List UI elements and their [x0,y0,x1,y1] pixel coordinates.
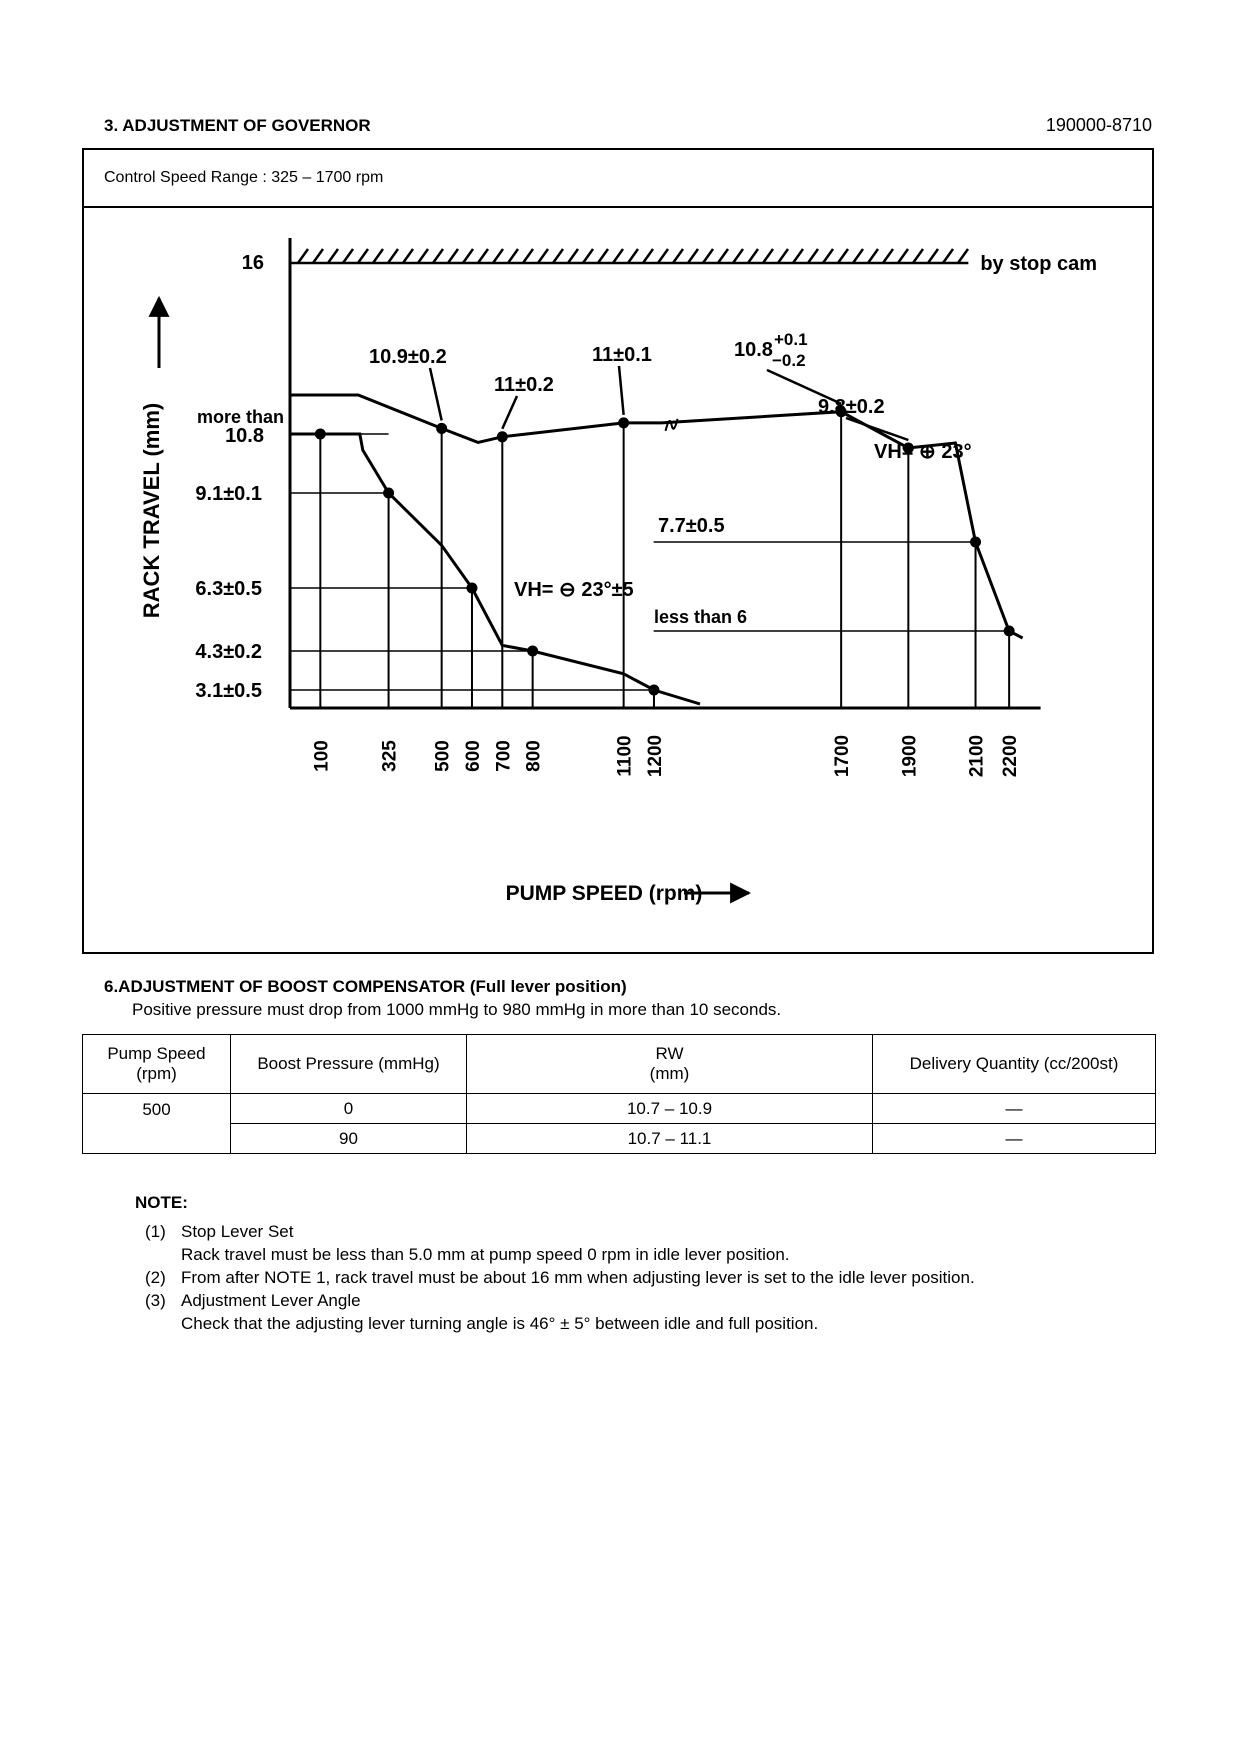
cell-boost-pressure: 90 [231,1124,467,1154]
series-label: VH= ⊕ 23° [874,441,972,463]
series-label: VH= ⊖ 23°±5 [514,579,634,601]
note-text: Rack travel must be less than 5.0 mm at pump speed 0 rpm in idle lever position. [181,1245,790,1264]
x-axis-title: PUMP SPEED (rpm) [505,882,703,905]
note-text: From after NOTE 1, rack travel must be about 16 mm when adjusting lever is set to the idle lever position. [181,1268,975,1287]
x-tick-label: 600 [462,740,484,772]
y-tick-label: 16 [241,252,264,274]
table-row [83,1094,1156,1124]
x-tick-label: 2100 [966,734,988,778]
header-rw: RW (mm) [467,1035,873,1094]
data-point [466,583,477,594]
stop-cam-hatch [943,249,953,263]
stop-cam-hatch [838,249,848,263]
cell-delivery: — [873,1124,1156,1154]
annotation-pointer [502,396,517,429]
stop-cam-hatch [568,249,578,263]
y-tick-label: 10.8 [225,425,264,447]
x-tick-label: 800 [523,740,545,772]
boost-header-row [83,1035,1156,1094]
header-delivery-quantity: Delivery Quantity (cc/200st) [873,1035,1156,1094]
y-tick-label: 6.3±0.5 [195,578,262,600]
stop-cam-hatch [733,249,743,263]
cell-delivery: — [873,1094,1156,1124]
stop-cam-hatch [358,249,368,263]
annotation: less than 6 [654,607,748,627]
note-title: NOTE: [135,1193,188,1212]
series-line-full [290,395,1023,638]
stop-cam-hatch [928,249,938,263]
annotation: 11±0.1 [592,344,652,366]
annotation: 10.8 [734,339,773,361]
y-tick-label: more than [196,407,284,427]
header-pump-speed: Pump Speed (rpm) [83,1035,231,1094]
x-tick-label: 1200 [644,734,666,778]
annotation: 9.8±0.2 [818,396,885,418]
x-tick-label: 1100 [614,735,636,777]
cell-boost-pressure: 0 [231,1094,467,1124]
stop-cam-hatch [478,249,488,263]
annotation-pointer [619,366,624,415]
cell-rw: 10.7 – 11.1 [467,1124,873,1154]
stop-cam-hatch [298,249,308,263]
stop-cam-hatch [628,249,638,263]
stop-cam-hatch [553,249,563,263]
x-tick-label: 700 [493,740,515,772]
stop-cam-hatch [643,249,653,263]
data-point [618,417,629,428]
stop-cam-hatch [853,249,863,263]
note-number: (3) [145,1291,166,1310]
note-number: (2) [145,1268,166,1287]
boost-table [82,1034,1156,1154]
annotation-pointer [846,418,908,440]
series-line-idle [290,434,700,704]
x-tick-label: 1900 [899,734,921,778]
data-point [497,431,508,442]
stop-cam-hatch [448,249,458,263]
stop-cam-hatch [748,249,758,263]
stop-cam-hatch [868,249,878,263]
stop-cam-hatch [763,249,773,263]
data-point [527,646,538,657]
data-point [1004,626,1015,637]
stop-cam-hatch [538,249,548,263]
header-boost-pressure: Boost Pressure (mmHg) [231,1035,467,1094]
control-speed-range: Control Speed Range : 325 – 1700 rpm [104,169,384,186]
stop-cam-label: by stop cam [980,253,1098,275]
stop-cam-hatch [898,249,908,263]
cell-rw: 10.7 – 10.9 [467,1094,873,1124]
y-tick-label: 4.3±0.2 [195,641,262,663]
boost-section-title: 6.ADJUSTMENT OF BOOST COMPENSATOR (Full lever position) [104,977,627,996]
note-list [145,1222,1145,1342]
stop-cam-hatch [883,249,893,263]
data-point [315,429,326,440]
stop-cam-hatch [463,249,473,263]
stop-cam-hatch [388,249,398,263]
y-tick-label: 3.1±0.5 [195,680,262,702]
stop-cam-hatch [913,249,923,263]
note-text: Stop Lever Set [181,1222,294,1241]
stop-cam-hatch [343,249,353,263]
stop-cam-hatch [403,249,413,263]
data-point [648,685,659,696]
section-title: 3. ADJUSTMENT OF GOVERNOR [104,116,371,135]
y-tick-label: 9.1±0.1 [195,483,262,505]
stop-cam-hatch [328,249,338,263]
table-row [83,1124,1156,1154]
x-tick-label: 100 [311,740,333,772]
note-text: Check that the adjusting lever turning angle is 46° ± 5° between idle and full position. [181,1314,819,1333]
document-number: 190000-8710 [1045,115,1152,135]
cell-pump-speed: 500 [83,1094,231,1154]
y-axis-title: RACK TRAVEL (mm) [139,402,164,619]
governor-chart [84,208,1152,952]
annotation: 7.7±0.5 [658,515,725,537]
x-tick-label: 1700 [832,734,854,778]
stop-cam-hatch [613,249,623,263]
stop-cam-hatch [418,249,428,263]
annotation: 10.9±0.2 [369,346,447,368]
stop-cam-hatch [718,249,728,263]
x-tick-label: 325 [379,740,401,772]
stop-cam-hatch [508,249,518,263]
stop-cam-hatch [673,249,683,263]
stop-cam-hatch [373,249,383,263]
stop-cam-hatch [778,249,788,263]
annotation: +0.1 [774,330,808,349]
stop-cam-hatch [793,249,803,263]
note-number: (1) [145,1222,166,1241]
boost-description: Positive pressure must drop from 1000 mmHg to 980 mmHg in more than 10 seconds. [132,1000,782,1019]
stop-cam-hatch [433,249,443,263]
annotation-pointer [430,368,442,420]
annotation: −0.2 [772,351,806,370]
stop-cam-hatch [823,249,833,263]
data-point [383,488,394,499]
data-point [970,537,981,548]
stop-cam-hatch [583,249,593,263]
x-tick-label: 2200 [1000,734,1022,778]
annotation: 11±0.2 [494,374,554,396]
stop-cam-hatch [808,249,818,263]
stop-cam-hatch [493,249,503,263]
data-point [436,423,447,434]
stop-cam-hatch [598,249,608,263]
stop-cam-hatch [958,249,968,263]
stop-cam-hatch [688,249,698,263]
x-tick-label: 500 [432,740,454,772]
note-text: Adjustment Lever Angle [181,1291,361,1310]
stop-cam-hatch [523,249,533,263]
stop-cam-hatch [313,249,323,263]
stop-cam-hatch [703,249,713,263]
stop-cam-hatch [658,249,668,263]
